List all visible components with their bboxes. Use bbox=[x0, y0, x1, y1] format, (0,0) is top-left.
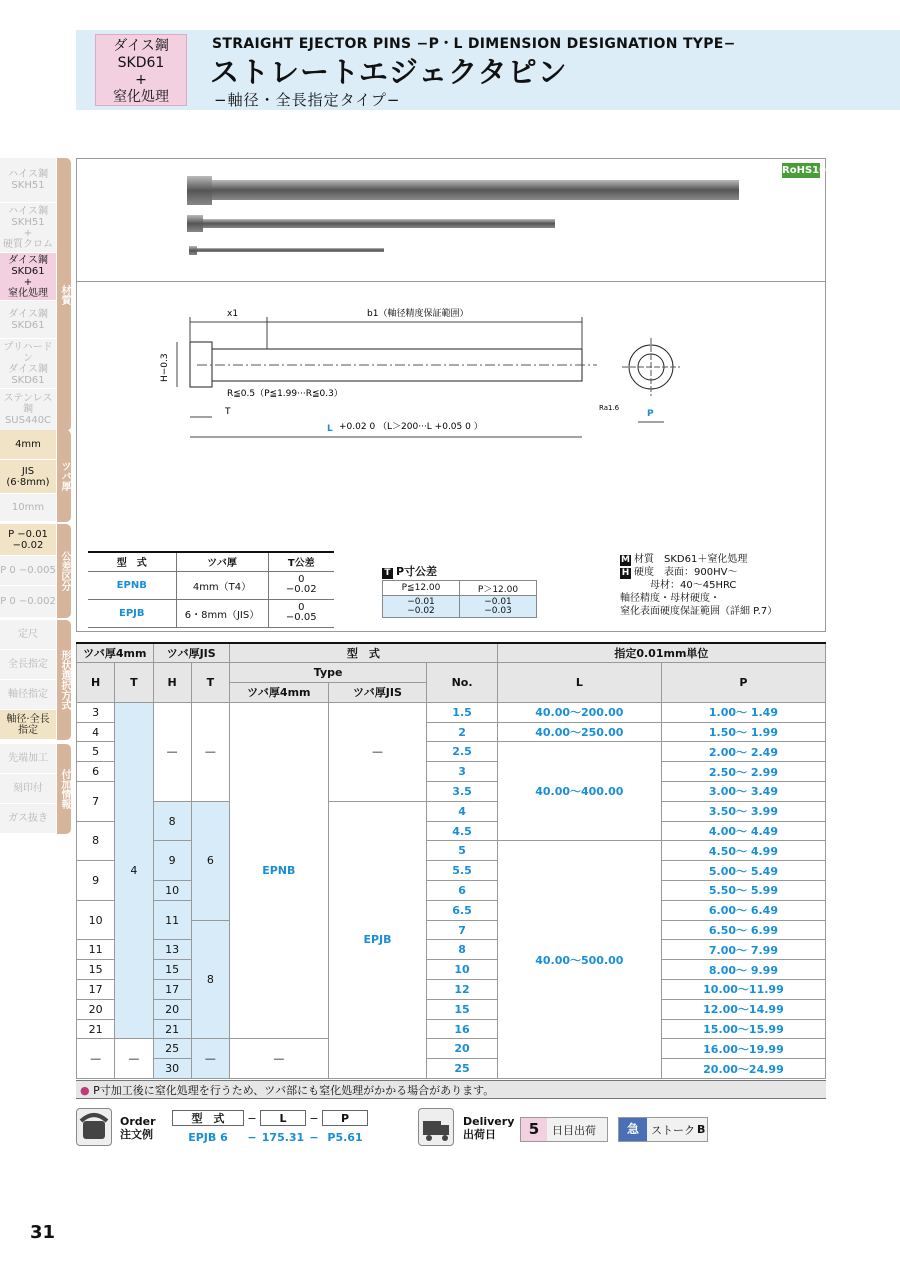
material-line-4: 窒化処理 bbox=[113, 89, 169, 105]
table-cell: 21 bbox=[153, 1019, 191, 1039]
phone-order-icon bbox=[76, 1108, 112, 1146]
ptol-title bbox=[382, 563, 437, 579]
table-cell: — bbox=[77, 1039, 115, 1079]
table-cell: 5 bbox=[427, 841, 497, 861]
order-label bbox=[120, 1115, 156, 1141]
table-cell: 17 bbox=[77, 980, 115, 1000]
table-cell: 8 bbox=[77, 821, 115, 861]
delivery-label-en: Delivery bbox=[463, 1115, 515, 1128]
ptol-val: −0.01 −0.03 bbox=[460, 596, 537, 618]
ptol-col: P≦12.00 bbox=[383, 581, 460, 596]
svg-text:L: L bbox=[327, 424, 333, 434]
ptol-val: −0.01 −0.02 bbox=[383, 596, 460, 618]
table-cell: 8 bbox=[427, 940, 497, 960]
table-cell: 5.00〜 5.49 bbox=[661, 861, 825, 881]
order-dash: − bbox=[309, 1131, 319, 1144]
table-header: H bbox=[77, 663, 115, 703]
stroke-label: ストーク bbox=[651, 1123, 695, 1137]
order-dash: − bbox=[247, 1131, 257, 1144]
table-cell: 8 bbox=[153, 801, 191, 841]
sidebar-tab-extra: 付加情報 bbox=[57, 744, 71, 834]
spec-header-flange: ツバ厚 bbox=[176, 552, 268, 571]
material-badge bbox=[95, 34, 187, 106]
sidebar-item-shape-1[interactable]: 全長指定 bbox=[0, 650, 56, 680]
note-line bbox=[620, 605, 777, 618]
order-ex-type: EPJB 6 bbox=[188, 1131, 228, 1144]
sidebar-item-material-0[interactable]: ハイス鋼 SKH51 bbox=[0, 158, 56, 203]
spec-cell: 0 −0.05 bbox=[268, 599, 334, 627]
table-cell: — bbox=[230, 1039, 329, 1079]
table-cell: 16 bbox=[427, 1019, 497, 1039]
table-cell: 4.5 bbox=[427, 821, 497, 841]
table-header: T bbox=[191, 663, 229, 703]
delivery-days-badge bbox=[520, 1117, 608, 1142]
spec-epjb: EPJB bbox=[88, 599, 176, 627]
rohs-badge: RoHS10 bbox=[782, 165, 827, 176]
table-cell: 16.00〜19.99 bbox=[661, 1039, 825, 1059]
table-cell: 4.00〜 4.49 bbox=[661, 821, 825, 841]
spec-header-ttol: T公差 bbox=[268, 552, 334, 571]
product-photo-box bbox=[76, 158, 826, 282]
svg-text:H−0.3: H−0.3 bbox=[160, 353, 170, 382]
svg-text:T: T bbox=[225, 407, 231, 417]
svg-text:+0.02 0 （L＞200···L +0.05 0 ）: +0.02 0 （L＞200···L +0.05 0 ） bbox=[339, 422, 483, 432]
table-cell: 25 bbox=[427, 1059, 497, 1079]
table-header: 型 式 bbox=[230, 643, 498, 663]
sidebar-item-material-1[interactable]: ハイス鋼 SKH51 + 硬質クロム bbox=[0, 203, 56, 253]
note-text: 窒化表面硬度保証範囲（詳細 P.7） bbox=[620, 606, 778, 617]
table-cell: 13 bbox=[153, 940, 191, 960]
flange-spec-table bbox=[88, 551, 334, 628]
japanese-title: ストレートエジェクタピン bbox=[210, 55, 568, 89]
table-cell: — bbox=[191, 702, 229, 801]
spec-header-type: 型 式 bbox=[88, 552, 176, 571]
sidebar-item-extra-0[interactable]: 先端加工 bbox=[0, 744, 56, 774]
table-cell: 1.50〜 1.99 bbox=[661, 722, 825, 742]
stroke-badge bbox=[618, 1117, 708, 1142]
sidebar-item-tolerance-1[interactable]: P 0 −0.005 bbox=[0, 556, 56, 586]
table-cell: 3.00〜 3.49 bbox=[661, 782, 825, 802]
table-cell: 4 bbox=[77, 722, 115, 742]
sidebar-item-shape-3[interactable]: 軸径·全長 指定 bbox=[0, 710, 56, 740]
table-cell: 15 bbox=[153, 960, 191, 980]
table-cell: 40.00〜400.00 bbox=[497, 742, 661, 841]
t-badge-icon: T bbox=[382, 568, 393, 579]
table-cell: 3 bbox=[77, 702, 115, 722]
spec-cell: 0 −0.02 bbox=[268, 571, 334, 599]
sidebar-item-material-2[interactable]: ダイス鋼 SKD61 + 窒化処理 bbox=[0, 253, 56, 301]
table-cell: 2.5 bbox=[427, 742, 497, 762]
table-cell: 20 bbox=[153, 999, 191, 1019]
table-header: ツバ厚4mm bbox=[77, 643, 154, 663]
table-cell: 12 bbox=[427, 980, 497, 1000]
table-cell: 7.00〜 7.99 bbox=[661, 940, 825, 960]
table-cell: 1.00〜 1.49 bbox=[661, 702, 825, 722]
table-cell: 9 bbox=[153, 841, 191, 881]
sidebar-tab-material: 材質 bbox=[57, 158, 71, 431]
order-ex-p: P5.61 bbox=[327, 1131, 363, 1144]
table-cell: 15.00〜15.99 bbox=[661, 1019, 825, 1039]
sidebar-item-flange-1[interactable]: JIS (6·8mm) bbox=[0, 460, 56, 494]
sidebar-tab-flange: ツバ厚 bbox=[57, 430, 71, 522]
table-header: ツバ厚JIS bbox=[328, 683, 427, 703]
page-number: 31 bbox=[30, 1222, 56, 1243]
japanese-subtitle: −軸径・全長指定タイプ− bbox=[214, 91, 401, 109]
table-cell: 8.00〜 9.99 bbox=[661, 960, 825, 980]
table-cell: 3.50〜 3.99 bbox=[661, 801, 825, 821]
table-cell: 5.5 bbox=[427, 861, 497, 881]
spec-cell: 6・8mm（JIS） bbox=[176, 599, 268, 627]
table-cell: 7 bbox=[77, 782, 115, 822]
table-cell: 12.00〜14.99 bbox=[661, 999, 825, 1019]
ptol-title-text: P寸公差 bbox=[396, 565, 438, 578]
table-cell: — bbox=[191, 1039, 229, 1079]
b1-label: b1（軸径精度保証範囲） bbox=[367, 309, 469, 319]
order-example bbox=[172, 1110, 368, 1144]
table-cell: EPJB bbox=[328, 801, 427, 1078]
order-dash: − bbox=[247, 1111, 257, 1125]
table-cell: EPNB bbox=[230, 702, 329, 1039]
table-cell: 5 bbox=[77, 742, 115, 762]
svg-text:Ra1.6: Ra1.6 bbox=[599, 404, 620, 412]
sidebar-item-shape-0[interactable]: 定尺 bbox=[0, 620, 56, 650]
table-cell: — bbox=[328, 702, 427, 801]
order-ex-l: 175.31 bbox=[261, 1131, 305, 1144]
delivery-label-jp: 出荷日 bbox=[463, 1128, 496, 1141]
table-cell: 6 bbox=[191, 801, 229, 920]
sidebar-item-material-4[interactable]: プリハードン ダイス鋼 SKD61 bbox=[0, 339, 56, 389]
table-cell: 2.50〜 2.99 bbox=[661, 762, 825, 782]
table-cell: 25 bbox=[153, 1039, 191, 1059]
express-icon: 急 bbox=[619, 1118, 647, 1141]
footnote-text: P寸加工後に窒化処理を行うため、ツバ部にも窒化処理がかかる場合があります。 bbox=[93, 1084, 495, 1097]
table-cell: 6.00〜 6.49 bbox=[661, 900, 825, 920]
caution-icon: ● bbox=[80, 1084, 90, 1097]
table-header: 指定0.01mm単位 bbox=[497, 643, 825, 663]
delivery-days: 5 bbox=[521, 1118, 547, 1141]
sidebar-item-tolerance-0[interactable]: P −0.01 −0.02 bbox=[0, 524, 56, 556]
table-cell: 30 bbox=[153, 1059, 191, 1079]
table-cell: 11 bbox=[77, 940, 115, 960]
pins-illustration bbox=[77, 159, 825, 281]
table-header: T bbox=[115, 663, 153, 703]
sidebar-item-extra-2[interactable]: ガス抜き bbox=[0, 804, 56, 834]
material-line-3: + bbox=[135, 72, 147, 88]
sidebar-item-material-5[interactable]: ステンレス鋼 SUS440C bbox=[0, 389, 56, 431]
table-cell: 2 bbox=[427, 722, 497, 742]
spec-cell: 4mm（T4） bbox=[176, 571, 268, 599]
table-header: P bbox=[661, 663, 825, 703]
material-notes bbox=[620, 553, 777, 618]
sidebar-item-tolerance-2[interactable]: P 0 −0.002 bbox=[0, 586, 56, 618]
table-cell: 3 bbox=[427, 762, 497, 782]
table-cell: 8 bbox=[191, 920, 229, 1039]
sidebar-item-shape-2[interactable]: 軸径指定 bbox=[0, 680, 56, 710]
table-cell: 10 bbox=[153, 881, 191, 901]
note-text: 母材：40〜45HRC bbox=[620, 580, 737, 591]
note-line bbox=[620, 579, 777, 592]
note-line bbox=[620, 566, 777, 579]
table-cell: 17 bbox=[153, 980, 191, 1000]
note-text: 軸径精度・母材硬度・ bbox=[620, 593, 720, 604]
table-cell: 20 bbox=[427, 1039, 497, 1059]
footnote bbox=[76, 1080, 826, 1099]
sidebar-item-flange-0[interactable]: 4mm bbox=[0, 430, 56, 460]
order-col-l: L bbox=[260, 1110, 306, 1126]
p-tolerance-table bbox=[382, 580, 537, 618]
table-cell: 4.50〜 4.99 bbox=[661, 841, 825, 861]
spec-epnb: EPNB bbox=[88, 571, 176, 599]
delivery-days-label: 日目出荷 bbox=[552, 1123, 596, 1137]
truck-delivery-icon bbox=[418, 1108, 454, 1146]
note-line bbox=[620, 592, 777, 605]
note-text: 材質 SKD61＋窒化処理 bbox=[634, 554, 748, 565]
table-cell: 1.5 bbox=[427, 702, 497, 722]
order-dash: − bbox=[309, 1111, 319, 1125]
order-col-p: P bbox=[322, 1110, 368, 1126]
note-text: 硬度 表面：900HV〜 bbox=[634, 567, 738, 578]
table-cell: 5.50〜 5.99 bbox=[661, 881, 825, 901]
table-header: ツバ厚JIS bbox=[153, 643, 230, 663]
order-label-en: Order bbox=[120, 1115, 156, 1128]
table-cell: — bbox=[115, 1039, 153, 1079]
table-cell: 6.5 bbox=[427, 900, 497, 920]
table-cell: 7 bbox=[427, 920, 497, 940]
sidebar-item-material-3[interactable]: ダイス鋼 SKD61 bbox=[0, 301, 56, 339]
dimension-table bbox=[76, 642, 826, 1079]
table-header: Type bbox=[230, 663, 427, 683]
svg-text:P: P bbox=[647, 409, 654, 419]
table-header: ツバ厚4mm bbox=[230, 683, 329, 703]
table-cell: 10.00〜11.99 bbox=[661, 980, 825, 1000]
note-badge-icon: H bbox=[621, 568, 630, 578]
table-cell: 40.00〜200.00 bbox=[497, 702, 661, 722]
table-cell: 6 bbox=[77, 762, 115, 782]
order-label-jp: 注文例 bbox=[120, 1128, 153, 1141]
note-line bbox=[620, 553, 777, 566]
table-cell: 6.50〜 6.99 bbox=[661, 920, 825, 940]
table-cell: 9 bbox=[77, 861, 115, 901]
x1-label: x1 bbox=[227, 309, 239, 319]
table-cell: 10 bbox=[427, 960, 497, 980]
table-cell: 6 bbox=[427, 881, 497, 901]
table-header: No. bbox=[427, 663, 497, 703]
sidebar-tab-tolerance: 公差区分 bbox=[57, 524, 71, 618]
note-badge-icon: M bbox=[621, 555, 630, 565]
table-cell: — bbox=[153, 702, 191, 801]
delivery-label bbox=[463, 1115, 514, 1141]
material-line-1: ダイス鋼 bbox=[113, 38, 169, 54]
sidebar-tab-shape: 形状選択方式 bbox=[57, 620, 71, 740]
table-cell: 20.00〜24.99 bbox=[661, 1059, 825, 1079]
order-col-type: 型 式 bbox=[172, 1110, 244, 1126]
table-cell: 40.00〜500.00 bbox=[497, 841, 661, 1079]
table-header: H bbox=[153, 663, 191, 703]
table-cell: 4 bbox=[115, 702, 153, 1039]
table-cell: 2.00〜 2.49 bbox=[661, 742, 825, 762]
table-cell: 20 bbox=[77, 999, 115, 1019]
material-line-2: SKD61 bbox=[117, 55, 165, 71]
table-cell: 15 bbox=[427, 999, 497, 1019]
svg-text:R≦0.5（P≦1.99···R≦0.3）: R≦0.5（P≦1.99···R≦0.3） bbox=[227, 389, 343, 399]
table-cell: 10 bbox=[77, 900, 115, 940]
table-cell: 15 bbox=[77, 960, 115, 980]
sidebar-item-extra-1[interactable]: 刻印付 bbox=[0, 774, 56, 804]
table-cell: 4 bbox=[427, 801, 497, 821]
sidebar-item-flange-2[interactable]: 10mm bbox=[0, 494, 56, 522]
table-cell: 21 bbox=[77, 1019, 115, 1039]
stroke-b: B bbox=[697, 1123, 706, 1136]
table-cell: 3.5 bbox=[427, 782, 497, 802]
table-cell: 40.00〜250.00 bbox=[497, 722, 661, 742]
table-header: L bbox=[497, 663, 661, 703]
ptol-col: P＞12.00 bbox=[460, 581, 537, 596]
english-title: STRAIGHT EJECTOR PINS −P・L DIMENSION DESIGNATION TYPE− bbox=[212, 36, 736, 52]
table-cell: 11 bbox=[153, 900, 191, 940]
